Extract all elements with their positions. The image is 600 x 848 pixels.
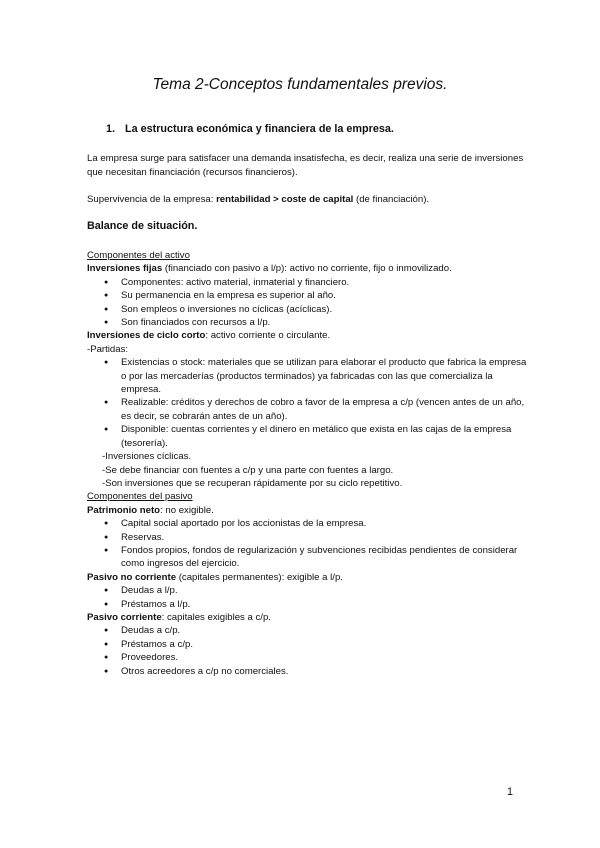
list-item: ● Proveedores. — [87, 651, 527, 664]
page-number: 1 — [507, 786, 514, 798]
pasivo-heading: Componentes del pasivo — [87, 491, 193, 503]
list-item: ● Préstamos a l/p. — [87, 598, 527, 611]
section-heading — [106, 123, 394, 135]
activo-heading: Componentes del activo — [87, 250, 190, 261]
list-item: ● Disponible: cuentas corrientes y el dinero en metálico que exista en las cajas de la empresa (tesorería). — [87, 423, 527, 450]
inversiones-corto-label: Inversiones de ciclo corto — [87, 330, 206, 342]
intro-paragraph: La empresa surge para satisfacer una demanda insatisfecha, es decir, realiza una serie de inversiones que necesitan financiación (recursos financieros). — [87, 153, 524, 178]
section-heading-text: La estructura económica y financiera de la empresa. — [125, 123, 394, 135]
survival-line — [87, 193, 527, 207]
list-item: ● Deudas a c/p. — [87, 624, 527, 637]
inversiones-corto-line — [87, 329, 527, 342]
survival-suffix: (de financiación). — [353, 194, 430, 205]
inversiones-corto-text: : activo corriente o circulante. — [205, 330, 331, 342]
pasivo-corriente-list — [87, 624, 527, 678]
list-item: ● Existencias o stock: materiales que se utilizan para elaborar el producto que fabrica la empresa o por las mercaderías (productos terminados) ya fabricadas con las que comercializa la empresa. — [87, 356, 527, 396]
survival-bold: rentabilidad > coste de capital — [216, 194, 354, 205]
list-item: ● Son financiados con recursos a l/p. — [87, 316, 527, 329]
list-item: ● Préstamos a c/p. — [87, 638, 527, 651]
inversiones-fijas-label: Inversiones fijas — [87, 263, 163, 275]
pasivo-corriente-label: Pasivo corriente — [87, 611, 162, 623]
note-line: -Se debe financiar con fuentes a c/p y una parte con fuentes a largo. — [102, 464, 394, 476]
patrimonio-neto-line — [87, 504, 527, 517]
list-item: ● Reservas. — [87, 531, 527, 544]
pasivo-no-corriente-line — [87, 571, 527, 584]
pasivo-no-corriente-list — [87, 584, 527, 611]
inversiones-fijas-list — [87, 276, 527, 330]
patrimonio-neto-label: Patrimonio neto — [87, 504, 161, 516]
note-line: -Son inversiones que se recuperan rápidamente por su ciclo repetitivo. — [102, 477, 403, 489]
list-item: ● Fondos propios, fondos de regularización y subvenciones recibidas pendientes de considerar como ingresos del ejercicio. — [87, 544, 527, 571]
inversiones-fijas-text: (financiado con pasivo a l/p): activo no corriente, fijo o inmovilizado. — [162, 263, 452, 275]
list-item: ● Realizable: créditos y derechos de cobro a favor de la empresa a c/p (vencen antes de un año, es decir, se cobrarán antes de un año). — [87, 396, 527, 423]
pasivo-no-corriente-text: (capitales permanentes): exigible a l/p. — [176, 571, 343, 583]
partidas-list — [87, 356, 527, 450]
document-title: Tema 2-Conceptos fundamentales previos. — [152, 76, 448, 93]
note-line: -Inversiones cíclicas. — [102, 451, 192, 463]
list-item: ● Deudas a l/p. — [87, 584, 527, 597]
list-item: ● Capital social aportado por los accionistas de la empresa. — [87, 517, 527, 530]
partidas-label: -Partidas: — [87, 343, 129, 355]
list-item: ● Son empleos o inversiones no cíclicas (acíclicas). — [87, 303, 527, 316]
pasivo-no-corriente-label: Pasivo no corriente — [87, 571, 177, 583]
patrimonio-neto-text: : no exigible. — [160, 504, 214, 516]
balance-content — [87, 249, 527, 678]
pasivo-corriente-line — [87, 611, 527, 624]
balance-heading: Balance de situación. — [87, 220, 198, 232]
inversiones-fijas-line — [87, 262, 527, 275]
list-item: ● Otros acreedores a c/p no comerciales. — [87, 665, 527, 678]
pasivo-corriente-text: : capitales exigibles a c/p. — [161, 611, 271, 623]
patrimonio-neto-list — [87, 517, 527, 571]
list-item: ● Su permanencia en la empresa es superior al año. — [87, 289, 527, 302]
section-number: 1. — [106, 123, 116, 135]
list-item: ● Componentes: activo material, inmaterial y financiero. — [87, 276, 527, 289]
survival-prefix: Supervivencia de la empresa: — [87, 194, 217, 205]
